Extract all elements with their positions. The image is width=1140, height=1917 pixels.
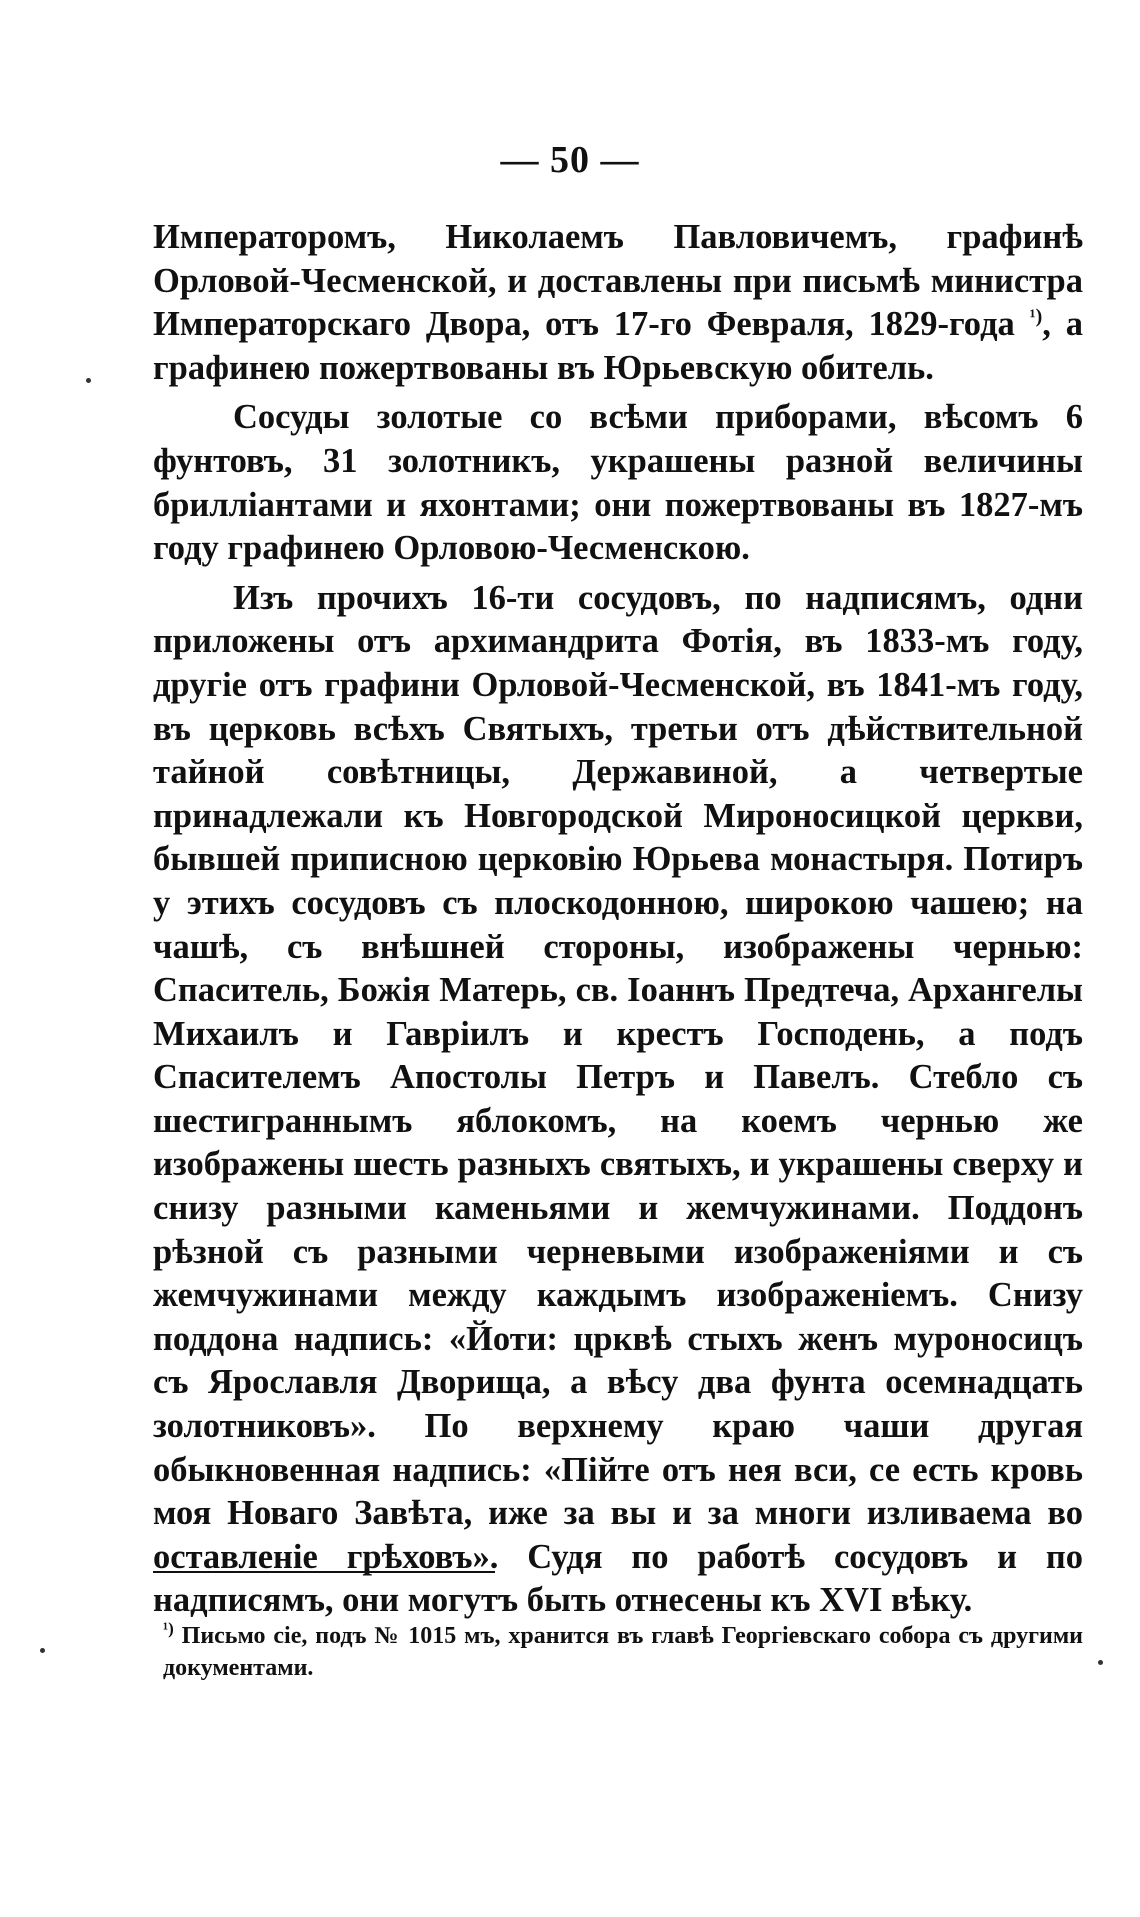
paragraph-3: Изъ прочихъ 16-ти сосудовъ, по надписямъ, одни приложены отъ архимандрита Фотія, въ 1833-мъ году, другіе отъ графини Орловой-Чесменской, въ 1841-мъ году, въ церковь всѣхъ Святыхъ, третьи отъ дѣйствительной тайной совѣтницы, Державиной, а четвертые принадлежали къ Новгородской Мироносицкой церкви, бывшей приписною церковію Юрьева монастыря. Потиръ у этихъ сосудовъ съ плоскодонною, широкою чашею; на чашѣ, съ внѣшней стороны, изображены чернью: Спаситель, Божія Матерь, св. Іоаннъ Предтеча, Архангелы Михаилъ и Гавріилъ и крестъ Господень, а подъ Спасителемъ Апостолы Петръ и Павелъ. Стебло съ шестиграннымъ яблокомъ, на коемъ чернью же изображены шесть разныхъ святыхъ, и украшены сверху и снизу разными каменьями и жемчужинами. Поддонъ рѣзной съ разными черневыми изображеніями и съ жемчужинами между каждымъ изображеніемъ. Снизу поддона надпись: «Йоти: црквѣ стыхъ женъ муроносицъ съ Ярославля Дворища, а вѣсу два фунта осемнадцать золотниковъ». По верхнему краю чаши другая обыкновенная надпись: «Пійте отъ нея вси, се есть кровь моя Новаго Завѣта, иже за вы и за многи изливаема во оставленіе грѣховъ». Судя по работѣ сосудовъ и по надписямъ, они могутъ быть отнесены къ XVI вѣку. [153,578,1083,1620]
footnote-reference: ¹) [1029,305,1043,328]
page-number: — 50 — [500,139,640,181]
paragraph-1-tail: , а графинею пожертвованы въ Юрьевскую обитель. [153,305,1084,387]
paragraph-2: Сосуды золотые со всѣми приборами, вѣсомъ 6 фунтовъ, 31 золотникъ, украшены разной величины брилліантами и яхонтами; они пожертвованы въ 1827-мъ году графинею Орловою-Чесменскою. [153,398,1083,568]
footnote [163,1620,1083,1684]
paragraph-1 [153,216,1083,390]
footnote-text: Письмо сіе, подъ № 1015 мъ, хранится въ главѣ Георгіевскаго собора съ другими документами. [163,1623,1084,1681]
print-speck [40,1648,45,1653]
footnote-mark: ¹) [163,1619,174,1638]
footnote-divider [153,1571,495,1573]
paragraph-1-text: Императоромъ, Николаемъ Павловичемъ, графинѣ Орловой-Чесменской, и доставлены при письмѣ министра Императорскаго Двора, отъ 17-го Февраля, 1829-года [153,218,1083,344]
print-speck [1098,1660,1103,1665]
main-text [153,216,1083,1623]
print-speck [86,378,91,383]
